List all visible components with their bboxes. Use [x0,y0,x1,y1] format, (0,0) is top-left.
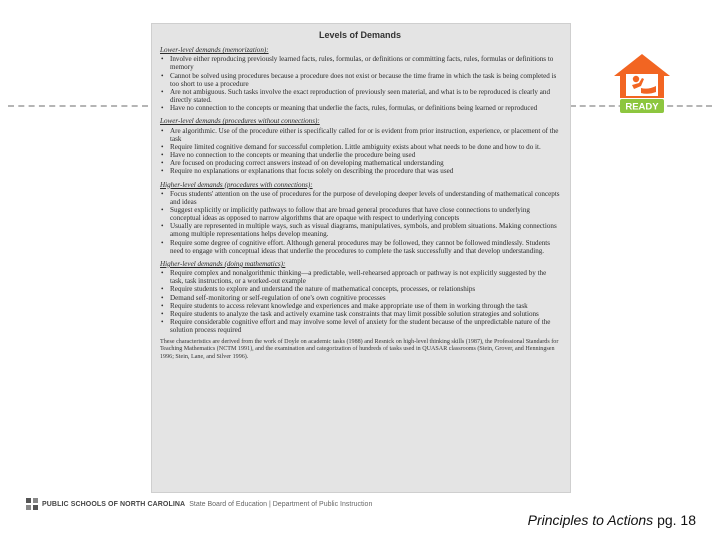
list-item: • Demand self-monitoring or self-regulation of one's own cognitive processes [160,294,560,302]
demand-section [160,181,560,255]
demand-section [160,260,560,334]
section-heading: Lower-level demands (procedures without connections): [160,117,320,126]
footer-board: State Board of Education | Department of Public Instruction [189,500,373,508]
list-item: • Require some degree of cognitive effort. Although general procedures may be followed, they cannot be followed mindlessly. Students need to engage with conceptual ideas that underlie the procedures to complete the task successfully and that develop understanding. [160,239,560,255]
logo-text: READY [625,101,659,113]
list-item: • Require limited cognitive demand for successful completion. Little ambiguity exists about what needs to be done and how to do it. [160,143,560,151]
list-item: • Usually are represented in multiple ways, such as visual diagrams, manipulatives, symbols, and problem situations. Making connections among multiple representations helps develop meaning. [160,222,560,238]
section-item-list [160,190,560,255]
list-item: • Require students to access relevant knowledge and experiences and make appropriate use of them in working through the task [160,302,560,310]
list-item: • Require students to explore and understand the nature of mathematical concepts, processes, or relationships [160,285,560,293]
caption-title: Principles to Actions [527,512,654,528]
document-title: Levels of Demands [318,30,402,40]
list-item: • Require considerable cognitive effort and may involve some level of anxiety for the student because of the unpredictable nature of the solution process required [160,318,560,334]
section-item-list [160,269,560,334]
caption-page: pg. 18 [657,512,696,528]
nc-dpi-logo-icon [26,498,38,510]
demand-section [160,117,560,175]
document-footnote: These characteristics are derived from the work of Doyle on academic tasks (1988) and Resnick on high-level thinking skills (1987), the Professional Standards for Teaching Mathematics (NCTM 1991), and the examination and categorization of hundreds of tasks used in QUASAR classrooms (Stein, Grover, and Henningsen 1996; Stein, Lane, and Silver 1996). [160,339,559,360]
list-item: • Require complex and nonalgorithmic thinking—a predictable, well-rehearsed approach or pathway is not explicitly suggested by the task, task instructions, or a worked-out example [160,269,560,285]
list-item: • Involve either reproducing previously learned facts, rules, formulas, or definitions or committing facts, rules, formulas or definitions to memory [160,55,560,71]
sections-container [160,46,560,334]
list-item: • Are not ambiguous. Such tasks involve the exact reproduction of previously seen material, and what is to be reproduced is clearly and directly stated. [160,88,560,104]
list-item: • Focus students' attention on the use of procedures for the purpose of developing deeper levels of understanding of mathematical concepts and ideas [160,190,560,206]
list-item: • Are algorithmic. Use of the procedure either is specifically called for or is evident from prior instruction, experience, or placement of the task [160,127,560,143]
list-item: • Suggest explicitly or implicitly pathways to follow that are broad general procedures that have close connections to underlying conceptual ideas as opposed to narrow algorithms that are opaque with respect to underlying concepts [160,206,560,222]
section-heading: Higher-level demands (procedures with connections): [160,180,313,189]
page-caption [528,512,696,528]
list-item: • Are focused on producing correct answers instead of on developing mathematical understanding [160,159,560,167]
footer-org: PUBLIC SCHOOLS OF NORTH CAROLINA [42,500,186,508]
levels-of-demands-document [152,24,570,492]
dashed-divider-left [8,105,148,107]
list-item: • Require no explanations or explanations that focus solely on describing the procedure that was used [160,167,560,175]
demand-section [160,46,560,112]
list-item: • Require students to analyze the task and actively examine task constraints that may limit possible solution strategies and solutions [160,310,560,318]
section-item-list [160,127,560,176]
ready-logo-icon [612,52,672,116]
footer-bar [26,497,372,511]
section-heading: Higher-level demands (doing mathematics): [160,259,286,268]
list-item: • Cannot be solved using procedures because a procedure does not exist or because the time frame in which the task is being completed is too short to use a procedure [160,72,560,88]
list-item: • Have no connection to the concepts or meaning that underlie the facts, rules, formulas, or definitions being learned or reproduced [160,104,560,112]
section-item-list [160,55,560,112]
section-heading: Lower-level demands (memorization): [160,46,269,55]
list-item: • Have no connection to the concepts or meaning that underlie the procedure being used [160,151,560,159]
